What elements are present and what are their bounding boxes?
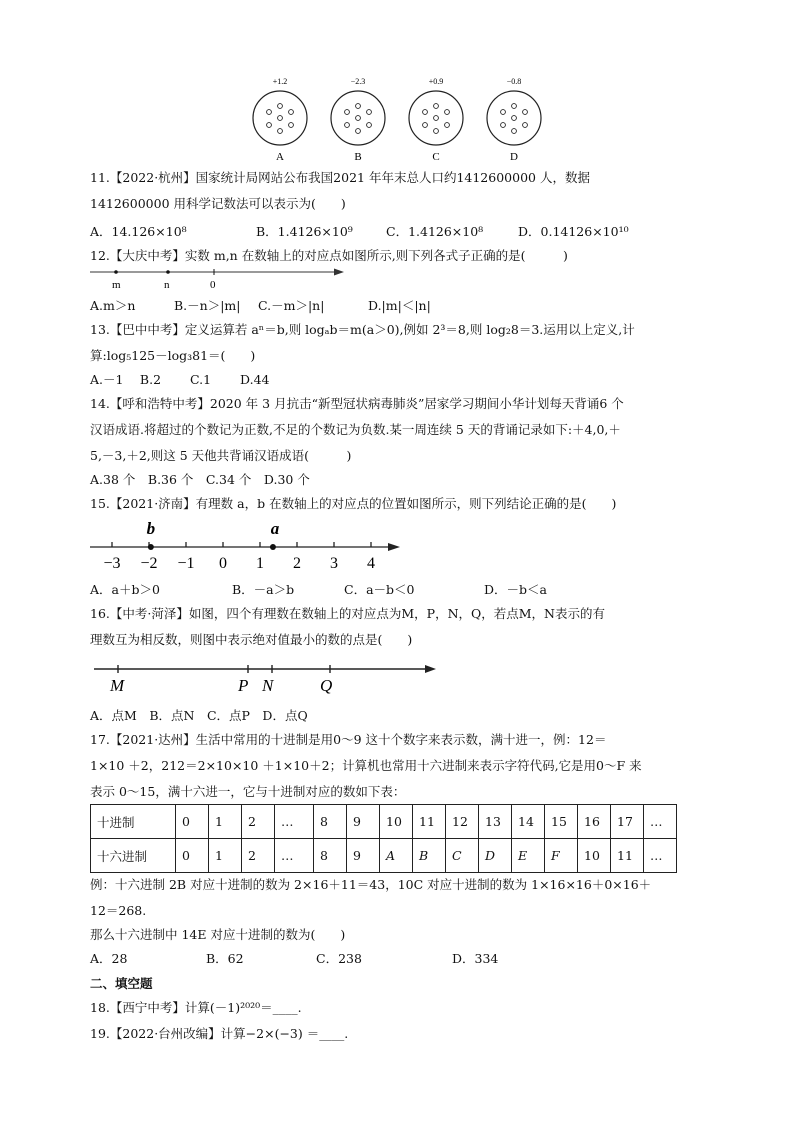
table-cell: F xyxy=(545,839,578,873)
q11-line2: 1412600000 用科学记数法可以表示为( ) xyxy=(90,196,346,211)
ball-hole xyxy=(267,123,272,128)
q15-option-a: A．a＋b＞0 xyxy=(90,582,160,597)
q15-tick-label: −3 xyxy=(103,555,121,572)
q17-line4: 例：十六进制 2B 对应十进制的数为 2×16＋11＝43，10C 对应十进制的数为 1×16×16＋0×16＋ xyxy=(90,877,652,892)
table-cell: 9 xyxy=(347,805,380,839)
ball-hole xyxy=(345,123,350,128)
ball-hole xyxy=(278,116,283,121)
ball-hole xyxy=(512,116,517,121)
q13-options: A.－1 B.2 C.1 D.44 xyxy=(90,372,270,387)
table-cell: 8 xyxy=(314,839,347,873)
q15-tick-label: 1 xyxy=(256,555,264,572)
table-cell: … xyxy=(275,839,314,873)
table-cell: 8 xyxy=(314,805,347,839)
conversion-table xyxy=(90,804,677,873)
ball-hole xyxy=(512,129,517,134)
table-cell: 1 xyxy=(209,839,242,873)
q15-tick-label: 4 xyxy=(367,555,375,572)
q16-number-line xyxy=(92,654,442,700)
q15-tick-label: 2 xyxy=(293,555,301,572)
q12-option-d: D.|m|＜|n| xyxy=(368,298,431,313)
q18-line: 18.【西宁中考】计算(－1)²⁰²⁰＝____. xyxy=(90,1000,302,1015)
table-cell: … xyxy=(275,805,314,839)
ball-hole xyxy=(267,110,272,115)
q12-label-n: n xyxy=(164,279,170,291)
ball-hole xyxy=(501,123,506,128)
ball-letter-label: D xyxy=(510,151,518,163)
q12-option-b: B.－n＞|m| xyxy=(174,298,241,313)
q15-option-d: D．－b＜a xyxy=(484,582,547,597)
table-cell: 12 xyxy=(446,805,479,839)
ball-outline xyxy=(487,91,541,145)
table-cell: 2 xyxy=(242,805,275,839)
q15-tick-label: 0 xyxy=(219,555,227,572)
ball-hole xyxy=(445,110,450,115)
table-row-hex xyxy=(91,839,677,873)
ball-hole xyxy=(289,123,294,128)
ball-value-label: +0.9 xyxy=(428,77,444,86)
table-cell: 17 xyxy=(611,805,644,839)
q12-label-zero: 0 xyxy=(210,279,216,291)
table-cell: 2 xyxy=(242,839,275,873)
q15-number-line xyxy=(88,514,418,576)
q15-tick-label: −1 xyxy=(177,555,195,572)
ball-outline xyxy=(253,91,307,145)
q15-line1: 15.【2021·济南】有理数 a，b 在数轴上的对应点的位置如图所示，则下列结论正确的是( ) xyxy=(90,496,617,511)
q17-option-d: D．334 xyxy=(452,951,499,966)
ball-letter-label: A xyxy=(276,151,284,163)
q17-line1: 17.【2021·达州】生活中常用的十进制是用0～9 这十个数字来表示数，满十进一，例：12＝ xyxy=(90,732,607,747)
ball-hole xyxy=(445,123,450,128)
q13-line2: 算:log₅125－log₃81＝( ) xyxy=(90,348,256,363)
table-cell: B xyxy=(413,839,446,873)
ball-outline xyxy=(409,91,463,145)
q15-axis-arrow xyxy=(388,543,400,551)
ball-hole xyxy=(289,110,294,115)
table-cell: 9 xyxy=(347,839,380,873)
ball-hole xyxy=(434,129,439,134)
q16-label-n: N xyxy=(262,676,274,695)
ball-value-label: −0.8 xyxy=(506,77,522,86)
q11-option-a: A．14.126×10⁸ xyxy=(90,224,187,239)
table-cell: 1 xyxy=(209,805,242,839)
table-cell: 0 xyxy=(176,805,209,839)
table-cell: 13 xyxy=(479,805,512,839)
ball-hole xyxy=(356,129,361,134)
q16-line1: 16.【中考·菏泽】如图，四个有理数在数轴上的对应点为M，P，N，Q，若点M，N表示的有 xyxy=(90,606,605,621)
q16-label-q: Q xyxy=(320,676,333,695)
q12-label-m: m xyxy=(112,279,121,291)
ball-hole xyxy=(423,123,428,128)
ball-hole xyxy=(523,110,528,115)
q19-line: 19.【2022·台州改编】计算−2×(−3) ＝____. xyxy=(90,1026,349,1041)
balls-figure xyxy=(0,70,794,240)
ball-hole xyxy=(278,104,283,109)
table-row-decimal xyxy=(91,805,677,839)
table-cell: 11 xyxy=(413,805,446,839)
ball-hole xyxy=(501,110,506,115)
q11-option-c: C．1.4126×10⁸ xyxy=(386,224,484,239)
table-cell: C xyxy=(446,839,479,873)
q17-option-c: C．238 xyxy=(316,951,362,966)
q17-line6: 那么十六进制中 14E 对应十进制的数为( ) xyxy=(90,927,346,942)
q14-options: A.38 个 B.36 个 C.34 个 D.30 个 xyxy=(90,472,310,487)
q12-number-line xyxy=(88,266,368,292)
ball-hole xyxy=(434,116,439,121)
ball-letter-label: C xyxy=(432,151,440,163)
table-cell: 10 xyxy=(578,839,611,873)
ball-hole xyxy=(278,129,283,134)
q12-option-c: C.－m＞|n| xyxy=(258,298,325,313)
q15-option-c: C．a－b＜0 xyxy=(344,582,415,597)
table-cell: 15 xyxy=(545,805,578,839)
ball-outline xyxy=(331,91,385,145)
ball-hole xyxy=(423,110,428,115)
ball-value-label: +1.2 xyxy=(272,77,288,86)
q16-line2: 理数互为相反数，则图中表示绝对值最小的数的点是( ) xyxy=(90,632,413,647)
q12-point-n xyxy=(166,270,170,274)
q11-option-d: D．0.14126×10¹⁰ xyxy=(518,224,629,239)
table-cell: 11 xyxy=(611,839,644,873)
q12-option-a: A.m＞n xyxy=(90,298,136,313)
q14-line3: 5,－3,＋2,则这 5 天他共背诵汉语成语( ) xyxy=(90,448,352,463)
q15-label-a: a xyxy=(270,519,280,538)
q15-tick-label: −2 xyxy=(140,555,158,572)
q12-point-m xyxy=(114,270,118,274)
q17-line3: 表示 0～15，满十六进一，它与十进制对应的数如下表： xyxy=(90,784,406,799)
table-cell: D xyxy=(479,839,512,873)
ball-value-label: −2.3 xyxy=(350,77,366,86)
section-heading: 二、填空题 xyxy=(90,976,153,991)
table-cell: 0 xyxy=(176,839,209,873)
q15-tick-label: 3 xyxy=(330,555,338,572)
table-cell: … xyxy=(644,839,677,873)
table-cell: E xyxy=(512,839,545,873)
q13-line1: 13.【巴中中考】定义运算若 aⁿ＝b,则 logₐb＝m(a＞0),例如 2³＝8,则 log₂8＝3.运用以上定义,计 xyxy=(90,322,635,337)
table-row-head: 十进制 xyxy=(91,805,176,839)
q11-line1: 11.【2022·杭州】国家统计局网站公布我国2021 年年末总人口约1412600000 人，数据 xyxy=(90,170,590,185)
q14-line1: 14.【呼和浩特中考】2020 年 3 月抗击“新型冠状病毒肺炎”居家学习期间小华计划每天背诵6 个 xyxy=(90,396,624,411)
ball-letter-label: B xyxy=(354,151,362,163)
ball-hole xyxy=(367,110,372,115)
table-cell: … xyxy=(644,805,677,839)
q15-point-a xyxy=(270,544,276,550)
table-cell: 16 xyxy=(578,805,611,839)
table-cell: 10 xyxy=(380,805,413,839)
q16-label-p: P xyxy=(238,676,249,695)
q16-options: A．点M B．点N C．点P D．点Q xyxy=(90,708,308,723)
q14-line2: 汉语成语.将超过的个数记为正数,不足的个数记为负数.某一周连续 5 天的背诵记录如下:＋4,0,＋ xyxy=(90,422,621,437)
ball-hole xyxy=(345,110,350,115)
q17-option-a: A．28 xyxy=(90,951,128,966)
q16-label-m: M xyxy=(110,676,125,695)
q17-line2: 1×10 ＋2，212＝2×10×10 ＋1×10＋2；计算机也常用十六进制来表示字符代码,它是用0～F 来 xyxy=(90,758,642,773)
q11-option-b: B．1.4126×10⁹ xyxy=(256,224,353,239)
table-cell: 14 xyxy=(512,805,545,839)
ball-hole xyxy=(434,104,439,109)
q12-line1: 12.【大庆中考】实数 m,n 在数轴上的对应点如图所示,则下列各式子正确的是( ) xyxy=(90,248,568,263)
table-row-head: 十六进制 xyxy=(91,839,176,873)
ball-hole xyxy=(523,123,528,128)
ball-hole xyxy=(512,104,517,109)
table-cell: A xyxy=(380,839,413,873)
ball-hole xyxy=(356,104,361,109)
q15-point-b xyxy=(148,544,154,550)
q15-label-b: b xyxy=(146,519,156,538)
ball-hole xyxy=(356,116,361,121)
q17-line5: 12＝268. xyxy=(90,903,147,918)
ball-hole xyxy=(367,123,372,128)
q17-option-b: B．62 xyxy=(206,951,244,966)
q15-option-b: B．－a＞b xyxy=(232,582,295,597)
